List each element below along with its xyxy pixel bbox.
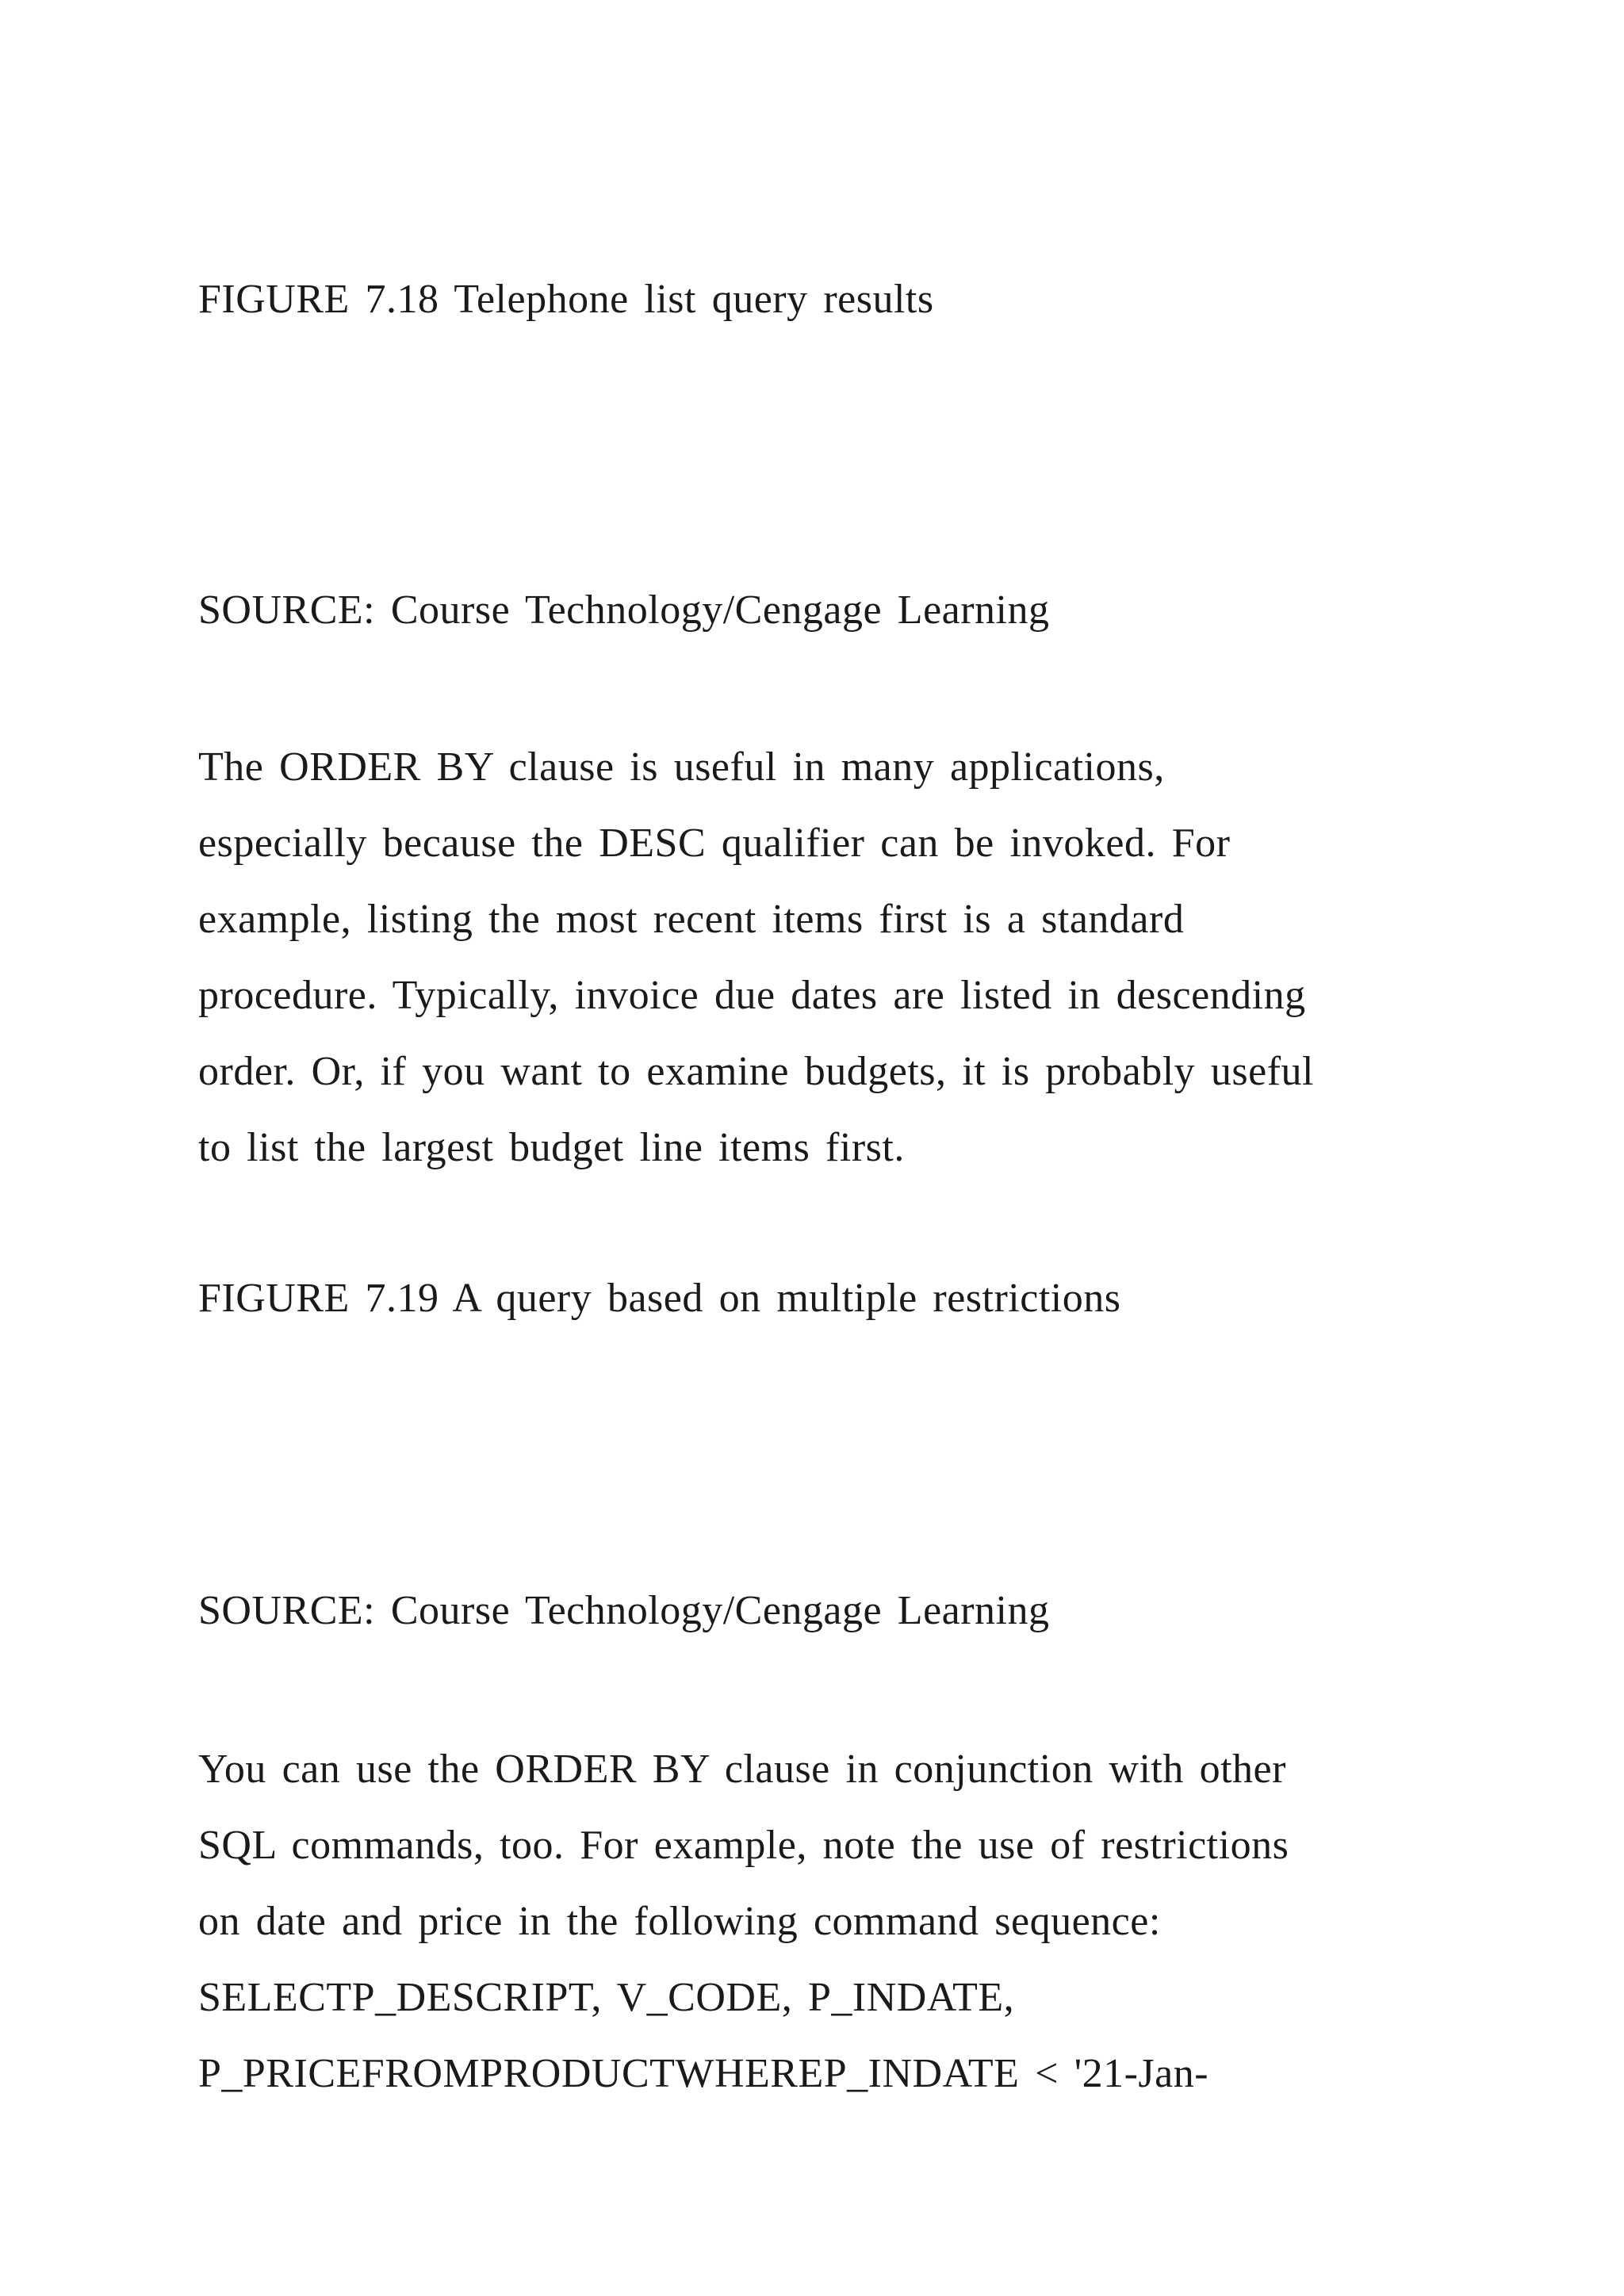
paragraph-line: The ORDER BY clause is useful in many applications, — [198, 744, 1165, 790]
paragraph-line: example, listing the most recent items first is a standard — [198, 897, 1185, 942]
paragraph-order-by-usefulness — [198, 729, 1314, 1186]
paragraph-line: You can use the ORDER BY clause in conjunction with other — [198, 1747, 1286, 1792]
source-credit-2: SOURCE: Course Technology/Cengage Learning — [198, 1588, 1050, 1633]
figure-7-19-caption: FIGURE 7.19 A query based on multiple restrictions — [198, 1276, 1121, 1321]
paragraph-line: to list the largest budget line items first. — [198, 1125, 905, 1170]
source-credit-1: SOURCE: Course Technology/Cengage Learning — [198, 587, 1050, 633]
sql-code-line: SELECTP_DESCRIPT, V_CODE, P_INDATE, — [198, 1975, 1015, 2020]
paragraph-line: SQL commands, too. For example, note the use of restrictions — [198, 1823, 1289, 1868]
paragraph-line: especially because the DESC qualifier can be invoked. For — [198, 821, 1231, 866]
paragraph-line: on date and price in the following command sequence: — [198, 1899, 1161, 1944]
sql-code-line: P_PRICEFROMPRODUCTWHEREP_INDATE < '21-Jan- — [198, 2051, 1209, 2096]
paragraph-line: order. Or, if you want to examine budgets, it is probably useful — [198, 1049, 1314, 1094]
figure-7-18-caption: FIGURE 7.18 Telephone list query results — [198, 277, 934, 322]
paragraph-line: procedure. Typically, invoice due dates are listed in descending — [198, 973, 1306, 1018]
paragraph-order-by-conjunction — [198, 1732, 1289, 2112]
